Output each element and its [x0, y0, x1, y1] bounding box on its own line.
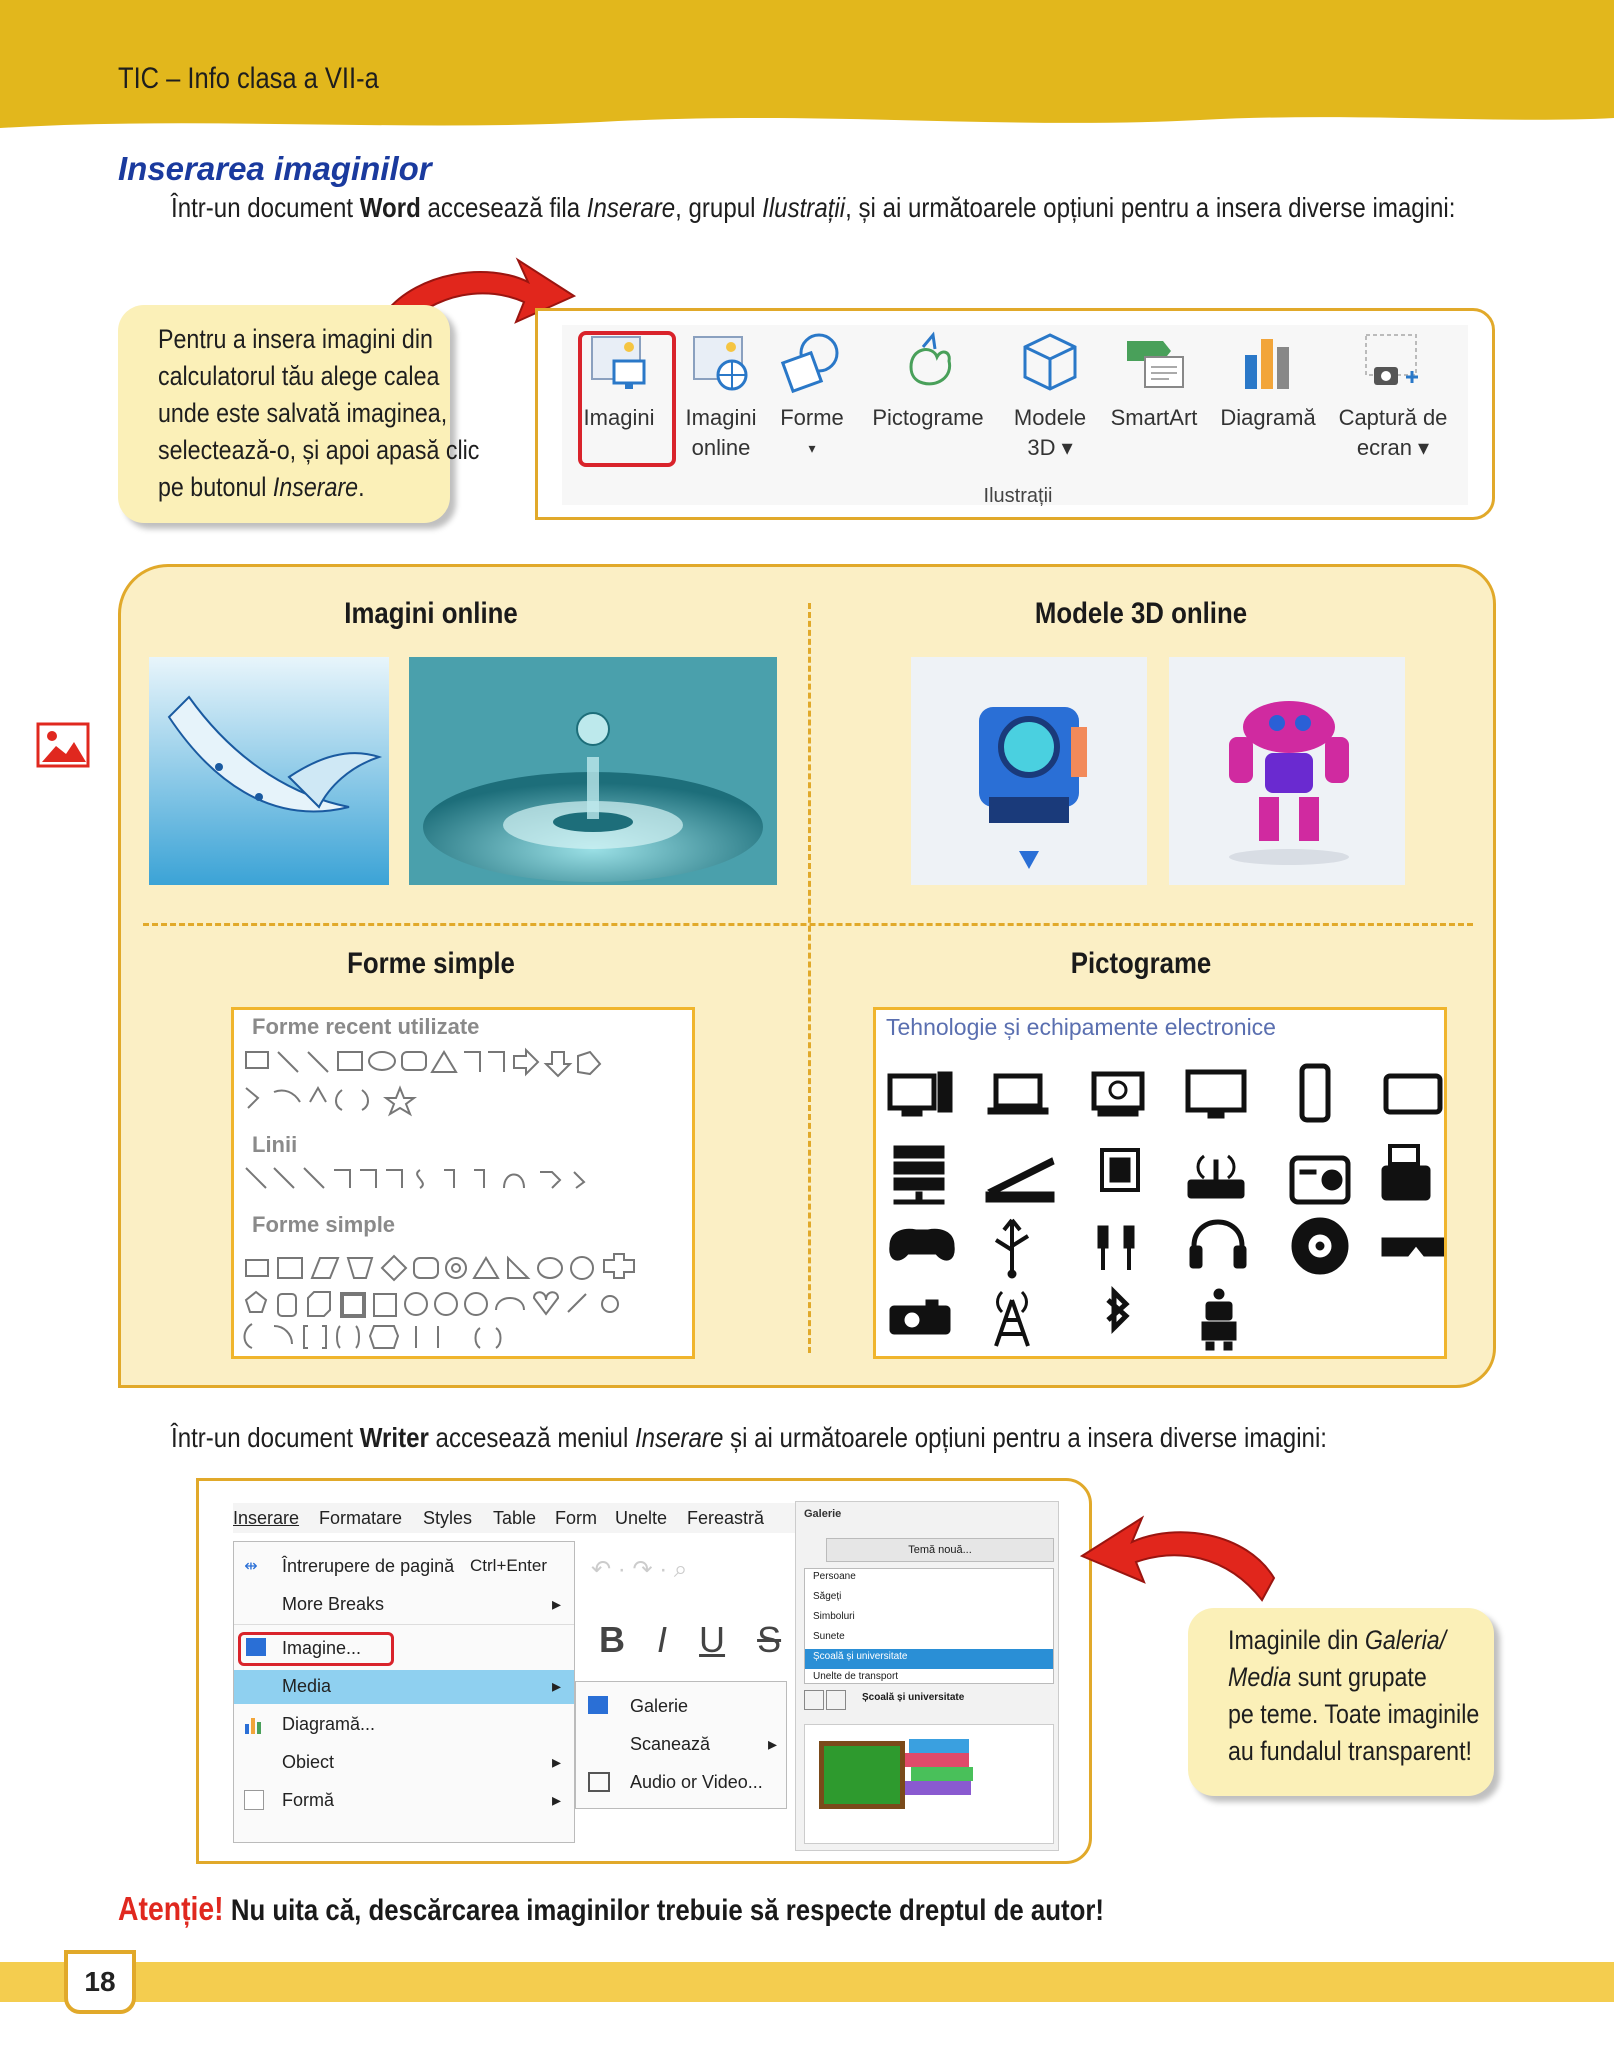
submenu-arrow-icon: ▸ — [552, 1594, 562, 1614]
shapes-grid — [234, 1010, 692, 1356]
word-intro-paragraph: Într-un document Word accesează fila Inserare, grupul Ilustrații, și ai următoarele opțiuni pentru a insera diverse imagini: — [171, 192, 1456, 223]
ribbon-label: Imagini — [685, 405, 757, 430]
theme-item[interactable]: Persoane — [813, 1571, 856, 1582]
3d-models-heading: Modele 3D online — [1034, 597, 1248, 630]
cube-icon — [1015, 327, 1085, 397]
shapes-lines-label: Linii — [252, 1132, 298, 1157]
gallery-title: Galerie — [804, 1508, 842, 1520]
callout-line: Media sunt grupate — [1228, 1662, 1427, 1692]
callout-line: unde este salvată imaginea, — [158, 398, 448, 428]
callout-line: calculatorul tău alege calea — [158, 361, 440, 391]
ribbon-button-captura-ecran[interactable] — [1328, 327, 1458, 463]
menu-item-obiect[interactable]: Obiect — [282, 1752, 335, 1772]
writer-callout — [1188, 1608, 1494, 1796]
highlight-box — [578, 331, 676, 467]
icons-heading: Pictograme — [1070, 947, 1212, 980]
strikethrough-button[interactable]: S — [757, 1619, 782, 1660]
menu-item-media[interactable]: Media — [282, 1676, 332, 1696]
ribbon-label: Forme — [780, 405, 844, 430]
shapes-icon — [777, 327, 847, 397]
callout-line: pe teme. Toate imaginile — [1228, 1699, 1480, 1729]
menu-unelte[interactable]: Unelte — [615, 1508, 668, 1528]
page-break-icon: ⇹ — [244, 1558, 258, 1575]
ribbon-button-smartart[interactable] — [1102, 327, 1206, 433]
ribbon-label: Modele — [1013, 405, 1087, 430]
smartart-icon — [1119, 327, 1189, 397]
writer-menu-screenshot — [196, 1478, 1092, 1864]
menu-table[interactable]: Table — [493, 1508, 537, 1528]
shape-icon — [244, 1790, 264, 1810]
simple-shapes-heading: Forme simple — [347, 947, 515, 980]
bar-chart-icon — [1233, 327, 1303, 397]
ribbon-label: ▾ — [808, 440, 816, 456]
water-drop-photo — [409, 657, 777, 885]
format-toolbar — [599, 1619, 799, 1663]
curved-arrow-icon — [1066, 1508, 1282, 1618]
chart-icon — [244, 1716, 264, 1734]
submenu-arrow-icon: ▸ — [552, 1752, 562, 1772]
gallery-items — [804, 1724, 1054, 1844]
ribbon-label: SmartArt — [1110, 405, 1198, 430]
ribbon-button-modele-3d[interactable] — [1002, 327, 1098, 463]
menu-formatare[interactable]: Formatare — [319, 1508, 403, 1528]
screenshot-icon — [1358, 327, 1428, 397]
theme-item[interactable]: Sunete — [813, 1631, 845, 1642]
image-icon — [246, 1638, 266, 1656]
media-submenu — [575, 1681, 787, 1809]
callout-line: selectează-o, și apoi apasă clic — [158, 435, 480, 465]
submenu-arrow-icon: ▸ — [768, 1734, 778, 1754]
ribbon-button-pictograme[interactable] — [860, 327, 996, 433]
ribbon-illustrations — [535, 308, 1495, 520]
writer-intro-paragraph: Într-un document Writer accesează meniul Inserare și ai următoarele opțiuni pentru a insera diverse imagini: — [171, 1422, 1327, 1453]
icon-view-button[interactable] — [804, 1690, 824, 1710]
menu-item-page-break[interactable]: Întrerupere de pagină — [282, 1556, 455, 1576]
ribbon-label: Pictograme — [872, 405, 984, 430]
menubar — [233, 1503, 823, 1533]
footer-band — [0, 1962, 1614, 2002]
shapes-gallery — [231, 1007, 695, 1359]
submenu-item-galerie[interactable]: Galerie — [630, 1696, 689, 1716]
shapes-basic-label: Forme simple — [252, 1212, 396, 1237]
callout-line: Imaginile din Galeria/ — [1228, 1625, 1447, 1655]
page-number: 18 — [64, 1950, 136, 2014]
menu-form[interactable]: Form — [555, 1508, 597, 1528]
image-icon — [36, 722, 90, 768]
section-title: Inserarea imaginilor — [118, 150, 432, 187]
callout-line: pe butonul Inserare. — [158, 472, 365, 502]
icons-icon — [893, 327, 963, 397]
theme-item-selected[interactable]: Școală și universitate — [805, 1649, 1053, 1669]
leaf-water-photo — [149, 657, 389, 885]
icons-grid — [876, 1050, 1444, 1356]
ribbon-label: Captură de — [1338, 405, 1448, 430]
icons-gallery — [873, 1007, 1447, 1359]
menu-item-diagrama[interactable]: Diagramă... — [282, 1714, 376, 1734]
ribbon-label: online — [691, 435, 751, 460]
ribbon-label: Imagini — [583, 405, 655, 430]
ribbon-button-imagini-online[interactable] — [674, 327, 768, 463]
robot-3d-model-blue — [911, 657, 1147, 885]
divider — [808, 603, 811, 1353]
submenu-arrow-icon: ▸ — [552, 1676, 562, 1696]
menu-item-more-breaks[interactable]: More Breaks — [282, 1594, 385, 1614]
underline-button[interactable]: U — [699, 1619, 726, 1660]
ribbon-label: ecran ▾ — [1356, 435, 1430, 460]
italic-button[interactable]: I — [657, 1619, 668, 1660]
books-image[interactable] — [901, 1731, 981, 1807]
ribbon-button-diagrama[interactable] — [1210, 327, 1326, 433]
shortcut-label: Ctrl+Enter — [470, 1556, 547, 1575]
callout-line: au fundalul transparent! — [1228, 1736, 1472, 1766]
submenu-item-audio-video[interactable]: Audio or Video... — [630, 1772, 763, 1792]
copyright-warning: Atenție! Nu uita că, descărcarea imaginilor trebuie să respecte dreptul de autor! — [118, 1890, 1105, 1927]
gallery-sidebar — [795, 1501, 1059, 1851]
new-theme-button[interactable]: Temă nouă... — [826, 1538, 1054, 1562]
divider — [143, 923, 1473, 926]
current-theme-label: Școală și universitate — [862, 1692, 965, 1703]
theme-list — [804, 1568, 1054, 1684]
menu-inserare[interactable]: Inserare — [233, 1508, 300, 1528]
ribbon-group-label: Ilustrații — [983, 485, 1053, 507]
menu-item-imagine[interactable]: Imagine... — [282, 1638, 362, 1658]
icons-category-label: Tehnologie și echipamente electronice — [886, 1014, 1276, 1040]
callout-line: Pentru a insera imagini din — [158, 324, 433, 354]
theme-item[interactable]: Unelte de transport — [813, 1671, 899, 1682]
submenu-arrow-icon: ▸ — [552, 1790, 562, 1810]
theme-item[interactable]: Săgeți — [813, 1591, 842, 1602]
word-callout — [118, 305, 480, 523]
menu-item-forma[interactable]: Formă — [282, 1790, 335, 1810]
ribbon-label: Diagramă — [1220, 405, 1316, 430]
image-options-panel — [118, 564, 1496, 1388]
blackboard-image[interactable] — [819, 1741, 905, 1809]
bold-button[interactable]: B — [599, 1619, 625, 1660]
video-icon — [588, 1772, 610, 1792]
menu-styles[interactable]: Styles — [423, 1508, 473, 1528]
gallery-icon — [588, 1696, 608, 1714]
online-images-heading: Imagini online — [344, 597, 518, 630]
submenu-item-scaneaza[interactable]: Scanează — [630, 1734, 711, 1754]
detail-view-button[interactable] — [826, 1690, 846, 1710]
ribbon-button-forme[interactable] — [772, 327, 852, 463]
inserare-dropdown — [233, 1541, 575, 1843]
robot-3d-model-pink — [1169, 657, 1405, 885]
shapes-recent-label: Forme recent utilizate — [252, 1014, 480, 1039]
menu-fereastra[interactable]: Fereastră — [687, 1508, 765, 1528]
header-title: TIC – Info clasa a VII-a — [118, 62, 379, 95]
online-picture-icon — [686, 327, 756, 397]
ribbon-label: 3D ▾ — [1027, 435, 1073, 460]
toolbar-undo-redo: ↶ · ↷ · ⌕ — [591, 1556, 688, 1583]
theme-item[interactable]: Simboluri — [813, 1611, 855, 1622]
